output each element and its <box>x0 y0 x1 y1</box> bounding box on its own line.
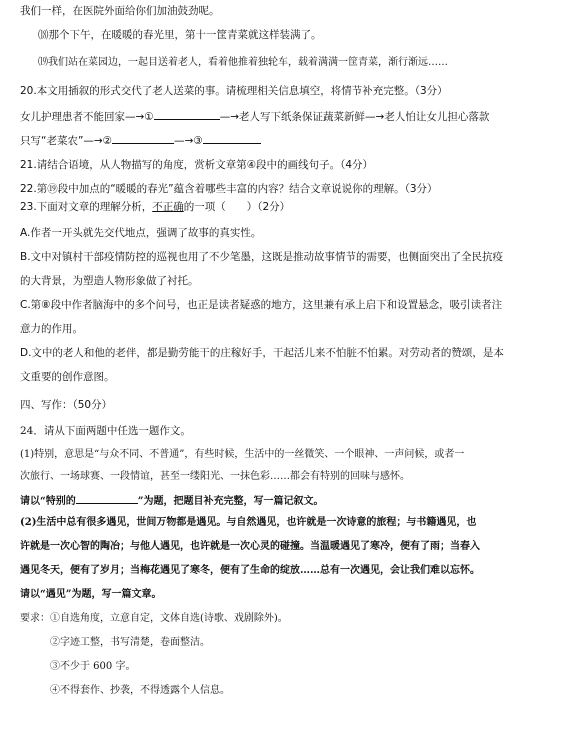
requirement-2: ②字迹工整，书写清楚，卷面整洁。 <box>50 637 210 648</box>
requirement-part-b: ”为题，把题目补充完整，写一篇记叙文。 <box>137 496 324 507</box>
passage-paragraph-19: ⒆我们站在菜园边，一起目送着老人，看着他推着独轮车，载着满满一筐青菜，渐行渐远…… <box>38 57 448 68</box>
option-b-line1: B.文中对镇村干部疫情防控的巡视也用了不少笔墨，这既是推动故事情节的需要，也侧面突出了全民抗疫 <box>20 251 504 263</box>
question-23-stem <box>20 200 290 214</box>
option-d-line2: 文重要的创作意图。 <box>20 371 115 383</box>
answer-blank-1[interactable] <box>154 108 220 120</box>
requirement-1: ①自选角度，立意自定，文体自选(诗歌、戏剧除外)。 <box>50 613 288 624</box>
stem-part-a: 23.下面对文章的理解分析， <box>20 201 153 213</box>
option-a: A.作者一开头就先交代地点，强调了故事的真实性。 <box>20 227 262 239</box>
prompt-1-line2: 次旅行、一场球赛、一段情谊，甚至一缕阳光、一抹色彩……都会有特别的回味与感怀。 <box>20 471 410 482</box>
stem-part-b: 的一项（ ）（2分） <box>183 201 291 213</box>
flow-part-c: 只写“老菜农”—→② <box>20 135 113 147</box>
prompt-2-line2: 许就是一次心智的陶冶；与他人遇见，也许就是一次心灵的碰撞。当温暖遇见了寒冷，便有了雨；当春入 <box>20 541 480 552</box>
requirement-3: ③不少于 600 字。 <box>50 661 136 672</box>
question-20-stem: 20.本文用插叙的形式交代了老人送菜的事。请梳理相关信息填空，将情节补充完整。（3分） <box>20 85 448 97</box>
passage-paragraph-18: ⒅那个下午，在暖暖的春光里，第十一筐青菜就这样装满了。 <box>38 29 322 41</box>
prompt-1-line1: (1)特别，意思是“与众不同、不普通”，有些时候，生活中的一丝微笑、一个眼神、一声问候，或者一 <box>20 449 465 460</box>
prompt-2-requirement: 请以“遇见”为题，写一篇文章。 <box>20 589 162 600</box>
answer-blank-3[interactable] <box>203 132 261 144</box>
prompt-2-line3: 遇见冬天，便有了岁月；当梅花遇见了寒冬，便有了生命的绽放……总有一次遇见，会让我们难以忘怀。 <box>20 565 480 576</box>
section-4-title: 四、写作：（50分） <box>20 399 113 411</box>
question-24-stem: 24．请从下面两题中任选一题作文。 <box>20 425 191 437</box>
option-c-line2: 意力的作用。 <box>20 323 83 335</box>
passage-line: 我们一样，在医院外面给你们加油鼓劲呢。 <box>20 5 220 17</box>
stem-emphasis: 不正确 <box>152 201 184 213</box>
question-22-stem: 22.第⑲段中加点的“暖暖的春光”蕴含着哪些丰富的内容？结合文章说说你的理解。（3分） <box>20 183 438 195</box>
flow-part-b: —→老人写下纸条保证蔬菜新鲜—→老人怕让女儿担心落款 <box>219 111 490 123</box>
requirements-label: 要求： <box>20 613 50 624</box>
flow-arrow-3: —→③ <box>174 135 203 147</box>
option-c-line1: C.第⑧段中作者脑海中的多个问号，也正是读者疑惑的地方，这里兼有承上启下和设置悬念，吸引读者注 <box>20 299 503 311</box>
requirement-part-a: 请以“特别的 <box>20 496 76 507</box>
question-20-flow-line2 <box>20 132 261 148</box>
flow-part-a: 女儿护理患者不能回家—→① <box>20 111 154 123</box>
prompt-2-line1: (2)生活中总有很多遇见，世间万物都是遇见。与自然遇见，也许就是一次诗意的旅程；与书籍遇见，也 <box>20 517 477 528</box>
option-d-line1: D.文中的老人和他的老伴，都是勤劳能干的庄稼好手，干起活儿来不怕脏不怕累。对劳动者的赞颂，是本 <box>20 347 504 359</box>
requirement-4: ④不得套作、抄袭，不得透露个人信息。 <box>50 685 230 696</box>
answer-blank-2[interactable] <box>112 132 174 144</box>
option-b-line2: 的大背景，为塑造人物形象做了衬托。 <box>20 275 199 287</box>
prompt-1-requirement <box>20 492 324 509</box>
question-21-stem: 21.请结合语境，从人物描写的角度，赏析文章第④段中的画线句子。（4分） <box>20 159 374 171</box>
question-20-flow-line1 <box>20 108 489 124</box>
title-blank[interactable] <box>76 492 138 504</box>
